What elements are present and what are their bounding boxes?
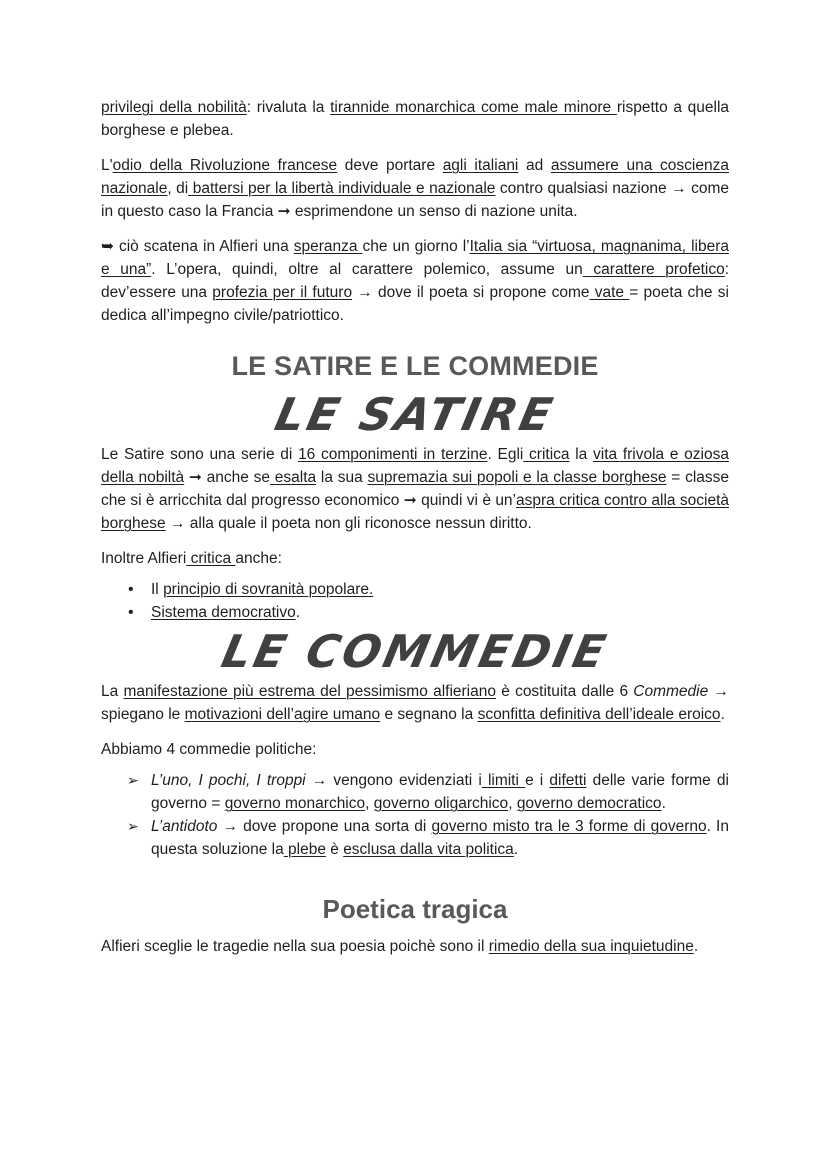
section-heading: LE SATIRE E LE COMMEDIE [231,351,599,381]
underlined-text: manifestazione più estrema del pessimismo alfieriano [123,683,496,700]
list-item [127,815,729,861]
underlined-text: critica [186,550,236,567]
paragraph-satire [101,443,729,535]
text: . In questa soluzione la [151,818,729,858]
text: = classe che si è arricchita dal progresso economico ➞ quindi vi è un’ [101,469,729,509]
underlined-text: governo misto tra le 3 forme di governo [431,818,707,835]
text: contro qualsiasi nazione → come in questo caso la Francia ➞ esprimendone un senso di nazione unita. [101,180,729,220]
text: → dove il poeta si propone come [352,284,590,301]
underlined-text: governo oligarchico [373,795,509,812]
italic-text: Commedie [633,683,709,700]
underlined-text: critica [523,446,570,463]
text: . [513,841,519,858]
text: è costituita dalle 6 [495,683,634,700]
text: ➞ anche se [184,469,271,486]
list-item [127,769,729,815]
paragraph-commedie [101,680,729,726]
underlined-text: vita frivola e oziosa della nobiltà [101,446,729,486]
underlined-text: 16 componimenti in terzine [298,446,488,463]
document-page [101,96,729,958]
underlined-text: sconfitta definitiva dell’ideale eroico [477,706,721,723]
text: Il [151,581,164,598]
underlined-text: tirannide monarchica come male minore [330,99,617,116]
text: . [661,795,666,812]
italic-text: L’antidoto [151,818,218,835]
underlined-text: privilegi della nobilità [101,99,247,116]
text: la sua [316,469,368,486]
underlined-text: supremazia sui popoli e la classe borghese [367,469,667,486]
text: . Egli [487,446,524,463]
text: e segnano la [380,706,478,723]
text: è [325,841,344,858]
arrow-list [101,769,729,861]
text: . [693,938,699,955]
text: : rivaluta la [246,99,331,116]
text: . [720,706,725,723]
underlined-text: Italia sia “virtuosa, magnanima, libera e una” [101,238,729,278]
text: anche: [235,550,282,567]
underlined-text: battersi per la libertà individuale e nazionale [188,180,496,197]
text: , [508,795,517,812]
underlined-text: rimedio della sua inquietudine [488,938,694,955]
underlined-text: governo monarchico [224,795,366,812]
text: → spiegano le [101,683,729,723]
text: → vengono evidenziati i [305,772,482,789]
paragraph-speranza [101,235,729,327]
underlined-text: carattere profetico [582,261,725,278]
underlined-text: principio di sovranità popolare. [163,581,374,598]
text: L' [101,157,113,174]
text: delle varie forme di governo = [151,772,729,812]
text: deve portare [337,157,443,174]
text: rispetto a quella borghese e plebea. [101,99,730,139]
underlined-text: motivazioni dell’agire umano [184,706,381,723]
underlined-text: esclusa dalla vita politica [343,841,514,858]
text: . [295,604,301,621]
underlined-text: limiti [481,772,526,789]
underlined-text: agli italiani [442,157,519,174]
list-item [151,601,729,624]
text: → dove propone una sorta di [217,818,432,835]
arrowhead-bullet-icon: ➢ [127,818,139,834]
poetica-heading: Poetica tragica [322,894,508,924]
underlined-text: speranza [293,238,363,255]
underlined-text: plebe [283,841,326,858]
curved-arrow-icon: ➥ [101,238,114,255]
underlined-text: Sistema democrativo [151,604,296,621]
underlined-text: difetti [549,772,587,789]
text: La [101,683,124,700]
text: la [569,446,593,463]
text: = poeta che si dedica all’impegno civile/patriottico. [101,284,729,324]
text: Inoltre Alfieri [101,550,187,567]
paragraph-commedie-politiche: Abbiamo 4 commedie politiche: [101,741,317,758]
underlined-text: aspra critica contro alla società borghese [101,492,729,532]
text: Alfieri sceglie le tragedie nella sua poesia poichè sono il [101,938,489,955]
text: ad [518,157,551,174]
underlined-text: profezia per il futuro [212,284,353,301]
underlined-text: esalta [270,469,317,486]
underlined-text: vate [589,284,630,301]
paragraph-inoltre [101,547,729,570]
text: , [365,795,374,812]
text: Le Satire sono una serie di [101,446,299,463]
italic-text: L’uno, I pochi, I troppi [151,772,306,789]
text: , di [167,180,189,197]
underlined-text: governo democratico [516,795,662,812]
text: e i [525,772,550,789]
list-item [151,578,729,601]
paragraph-poetica [101,935,729,958]
decorative-heading-satire: LE SATIRE [270,388,560,441]
text: ciò scatena in Alfieri una [114,238,294,255]
text: che un giorno l’ [362,238,470,255]
paragraph-nobilta [101,96,729,142]
text: → alla quale il poeta non gli riconosce nessun diritto. [165,515,532,532]
underlined-text: odio della Rivoluzione francese [112,157,338,174]
paragraph-rivoluzione [101,154,729,223]
underlined-text: assumere una coscienza nazionale [101,157,729,197]
decorative-heading-commedie: LE COMMEDIE [217,625,613,678]
bullet-list [101,578,729,624]
text: . L’opera, quindi, oltre al carattere polemico, assume un [151,261,583,278]
text: : dev’essere una [101,261,730,301]
arrowhead-bullet-icon: ➢ [127,772,139,788]
